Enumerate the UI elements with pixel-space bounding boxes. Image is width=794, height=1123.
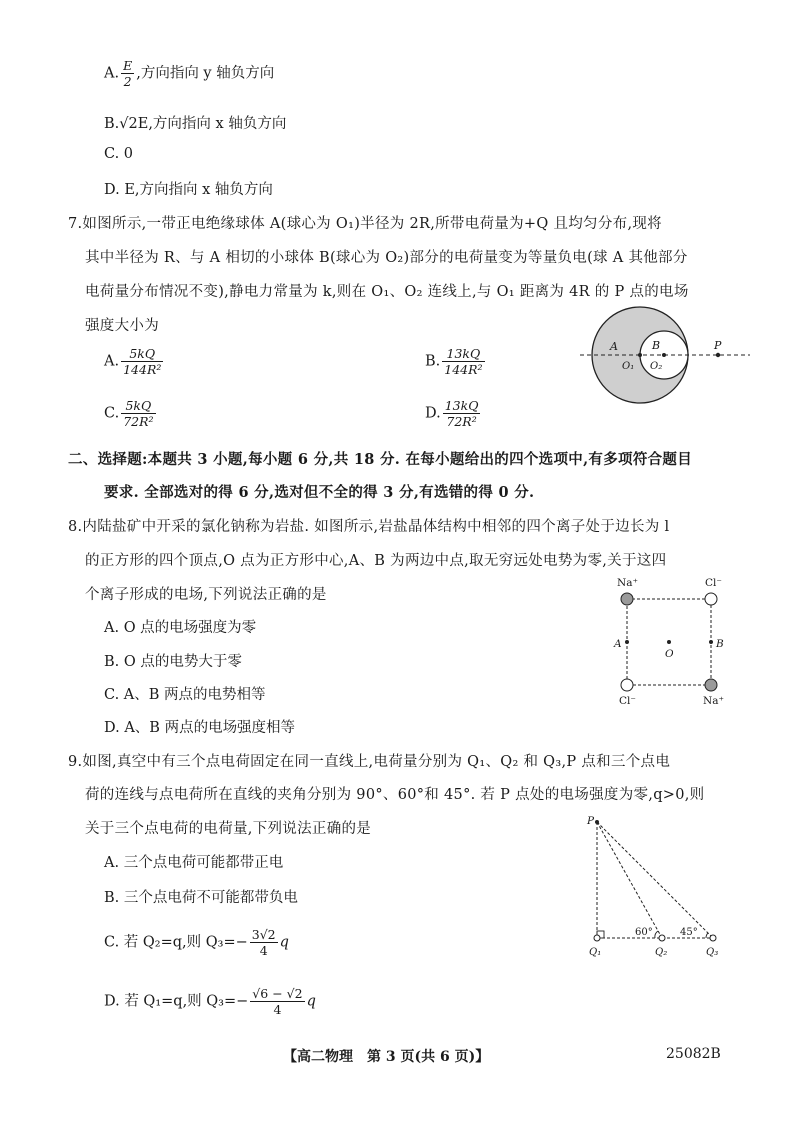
ion-cl-top-right bbox=[705, 593, 717, 605]
q7-option-d: D. $\frac{13kQ}{\text{72R²}}$ bbox=[425, 398, 479, 429]
label-o2: O₂ bbox=[650, 361, 663, 372]
label-b: B bbox=[716, 638, 724, 650]
label-a: A bbox=[610, 340, 618, 353]
q9-option-b: B. 三个点电荷不可能都带负电 bbox=[104, 890, 298, 906]
q7-stem-line4: 强度大小为 bbox=[85, 318, 159, 334]
point-p bbox=[716, 353, 720, 357]
line-p-q2 bbox=[597, 822, 662, 938]
q8-stem-line2: 的正方形的四个顶点,O 点为正方形中心,A、B 为两边中点,取无穷远处电势为零,关于这四 bbox=[85, 553, 667, 569]
q9-charges-figure bbox=[585, 812, 735, 962]
q9-option-a: A. 三个点电荷可能都带正电 bbox=[104, 855, 284, 871]
ion-cl-bottom-left bbox=[621, 679, 633, 691]
q6-option-c: C. 0 bbox=[104, 146, 134, 162]
q9-option-d: D. 若 Q₁=q,则 Q₃=− $\frac{√6 - √2}{4}$ q bbox=[104, 986, 316, 1017]
label-na-top: Na⁺ bbox=[617, 577, 638, 589]
section2-heading-cont: 要求. 全部选对的得 6 分,选对但不全的得 3 分,有选错的得 0 分. bbox=[104, 484, 535, 501]
q8-option-b: B. O 点的电势大于零 bbox=[104, 654, 242, 670]
charge-q1 bbox=[594, 935, 600, 941]
q9-option-c: C. 若 Q₂=q,则 Q₃=− $\frac{3√2}{4}$ q bbox=[104, 927, 289, 958]
q7-stem-line2: 其中半径为 R、与 A 相切的小球体 B(球心为 O₂)部分的电荷量变为等量负电(球 A 其他部分 bbox=[85, 250, 688, 266]
label-o: O bbox=[665, 648, 674, 660]
label-cl-bottom: Cl⁻ bbox=[619, 695, 636, 707]
q7-stem-line3: 电荷量分布情况不变),静电力常量为 k,则在 O₁、O₂ 连线上,与 O₁ 距离为 4R 的 P 点的电场 bbox=[85, 284, 689, 300]
label-cl-top: Cl⁻ bbox=[705, 577, 722, 589]
q8-option-d: D. A、B 两点的电场强度相等 bbox=[104, 720, 296, 736]
label-q1: Q₁ bbox=[589, 947, 602, 958]
label-o1: O₁ bbox=[622, 361, 635, 372]
q7-option-a: A. $\frac{5kQ}{\text{144R²}}$ bbox=[104, 346, 162, 377]
q6-option-b: B.√2E,方向指向 x 轴负方向 bbox=[104, 116, 287, 132]
label-b: B bbox=[652, 339, 661, 352]
ion-na-bottom-right bbox=[705, 679, 717, 691]
q8-stem-line3: 个离子形成的电场,下列说法正确的是 bbox=[85, 587, 327, 603]
q9-stem-line3: 关于三个点电荷的电荷量,下列说法正确的是 bbox=[85, 821, 372, 837]
point-p bbox=[595, 820, 599, 824]
page-footer: 【高二物理 第 3 页(共 6 页)】 bbox=[283, 1049, 490, 1065]
charge-q3 bbox=[710, 935, 716, 941]
label-p: P bbox=[587, 815, 595, 827]
charge-q2 bbox=[659, 935, 665, 941]
label-angle-60: 60° bbox=[635, 927, 653, 938]
q8-option-c: C. A、B 两点的电势相等 bbox=[104, 687, 266, 703]
q6-option-a-fraction: $\frac{E}{2}$ bbox=[123, 58, 133, 89]
q7-option-b: B. $\frac{13kQ}{\text{144R²}}$ bbox=[425, 346, 483, 377]
line-p-q3 bbox=[597, 822, 713, 938]
label-p: P bbox=[714, 339, 722, 352]
q9-stem-line1: 9.如图,真空中有三个点电荷固定在同一直线上,电荷量分别为 Q₁、Q₂ 和 Q₃,P 点和三个点电 bbox=[68, 754, 671, 770]
label-angle-45: 45° bbox=[680, 927, 698, 938]
q7-option-c: C. $\frac{5kQ}{\text{72R²}}$ bbox=[104, 398, 154, 429]
exam-code: 25082B bbox=[666, 1046, 721, 1062]
q8-stem-line1: 8.内陆盐矿中开采的氯化钠称为岩盐. 如图所示,岩盐晶体结构中相邻的四个离子处于边长为 l bbox=[68, 519, 670, 535]
label-na-bottom: Na⁺ bbox=[703, 695, 724, 707]
q7-stem-line1: 7.如图所示,一带正电绝缘球体 A(球心为 O₁)半径为 2R,所带电荷量为+Q 且均匀分布,现将 bbox=[68, 216, 662, 232]
q7-sphere-figure bbox=[570, 300, 750, 410]
ion-na-top-left bbox=[621, 593, 633, 605]
q6-option-d: D. E,方向指向 x 轴负方向 bbox=[104, 182, 273, 198]
label-q2: Q₂ bbox=[655, 947, 668, 958]
label-q3: Q₃ bbox=[706, 947, 719, 958]
label-a: A bbox=[614, 638, 622, 650]
q9-stem-line2: 荷的连线与点电荷所在直线的夹角分别为 90°、60°和 45°. 若 P 点处的电场强度为零,q>0,则 bbox=[85, 787, 705, 803]
q8-crystal-figure bbox=[605, 578, 745, 708]
q6-option-a: A. $\frac{E}{2}$ ,方向指向 y 轴负方向 bbox=[104, 58, 275, 89]
q8-option-a: A. O 点的电场强度为零 bbox=[104, 620, 257, 636]
section2-heading: 二、选择题:本题共 3 小题,每小题 6 分,共 18 分. 在每小题给出的四个选项中,有多项符合题目 bbox=[68, 451, 693, 468]
